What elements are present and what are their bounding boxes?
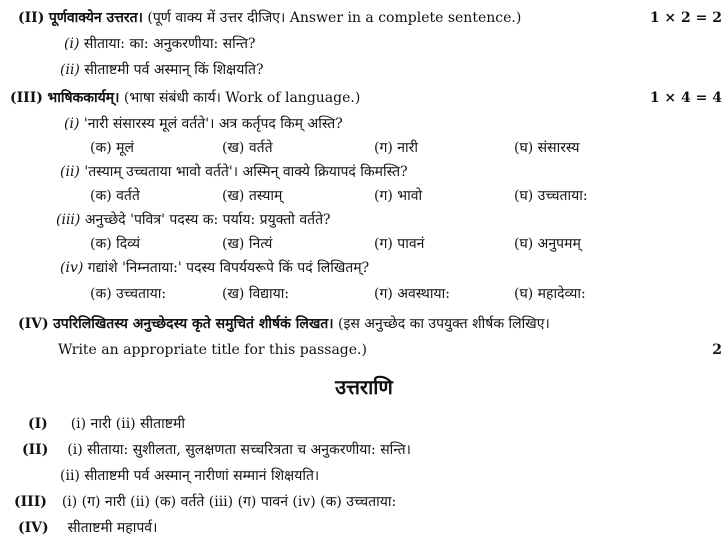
marks: 1 × 2 = 2 — [649, 10, 722, 26]
answer-1 — [28, 414, 185, 434]
answer-number: (III) — [14, 494, 47, 510]
answer-3 — [14, 492, 396, 512]
question-item — [56, 210, 331, 230]
option-a: (क) दिव्यं — [90, 236, 141, 252]
option-d: (घ) उच्चताया: — [514, 188, 588, 204]
question-title: उपरिलिखितस्य अनुच्छेदस्य कृते समुचितं शीर्षकं लिखत। — [53, 316, 334, 332]
question-title: पूर्णवाक्येन उत्तरत। — [48, 10, 143, 26]
option-a: (क) उच्चताया: — [90, 286, 167, 302]
question-item — [60, 258, 369, 278]
question-2-header — [18, 8, 521, 28]
option-d: (घ) संसारस्य — [514, 140, 580, 156]
question-instruction-english: Write an appropriate title for this passage.) — [58, 342, 367, 358]
question-4-header — [18, 314, 550, 334]
answer-number: (I) — [28, 416, 48, 432]
option-b: (ख) नित्यं — [222, 236, 273, 252]
answer-number: (IV) — [18, 520, 49, 536]
option-b: (ख) विद्याया: — [222, 286, 290, 302]
option-b: (ख) वर्तते — [222, 140, 273, 156]
option-b: (ख) तस्याम् — [222, 188, 283, 204]
option-c: (ग) पावनं — [374, 236, 425, 252]
option-d: (घ) महादेव्या: — [514, 286, 586, 302]
option-c: (ग) नारी — [374, 140, 419, 156]
answer-2-line-2: (ii) सीताष्टमी पर्व अस्मान् नारीणां सम्मानं शिक्षयति। — [60, 468, 320, 484]
item-number: (i) — [64, 36, 80, 52]
answer-text: सीताष्टमी महापर्व। — [67, 520, 158, 536]
item-text: सीताष्टमी पर्व अस्मान् किं शिक्षयति? — [84, 62, 264, 78]
option-d: (घ) अनुपमम् — [514, 236, 581, 252]
question-3-header — [10, 88, 360, 108]
question-item — [60, 162, 408, 182]
item-number: (ii) — [60, 164, 80, 180]
answer-2 — [22, 440, 411, 460]
item-number: (ii) — [60, 62, 80, 78]
item-number: (iv) — [60, 260, 84, 276]
question-number: (IV) — [18, 316, 49, 332]
option-c: (ग) अवस्थाया: — [374, 286, 450, 302]
answer-text: (i) नारी (ii) सीताष्टमी — [70, 416, 185, 432]
option-a: (क) मूलं — [90, 140, 134, 156]
answer-text: (i) (ग) नारी (ii) (क) वर्तते (iii) (ग) पावनं (iv) (क) उच्चताया: — [61, 494, 397, 510]
question-number: (III) — [10, 90, 43, 106]
option-c: (ग) भावो — [374, 188, 423, 204]
question-item — [60, 60, 263, 80]
question-instruction: (भाषा संबंधी कार्य। Work of language.) — [119, 90, 361, 106]
answer-text: (i) सीताया: सुशीलता, सुलक्षणता सच्चरित्रता च अनुकरणीया: सन्ति। — [67, 442, 411, 458]
marks: 2 — [712, 342, 722, 358]
item-text: अनुच्छेदे 'पवित्र' पदस्य क: पर्याय: प्रयुक्तो वर्तते? — [84, 212, 331, 228]
item-text: 'नारी संसारस्य मूलं वर्तते'। अत्र कर्तृपद किम् अस्ति? — [83, 116, 343, 132]
item-number: (iii) — [56, 212, 81, 228]
question-item — [64, 34, 256, 54]
item-text: 'तस्याम् उच्चताया भावो वर्तते'। अस्मिन् वाक्ये क्रियापदं किमस्ति? — [84, 164, 408, 180]
option-a: (क) वर्तते — [90, 188, 140, 204]
answer-number: (II) — [22, 442, 49, 458]
marks: 1 × 4 = 4 — [649, 90, 722, 106]
question-number: (II) — [18, 10, 45, 26]
item-number: (i) — [64, 116, 80, 132]
item-text: सीताया: का: अनुकरणीया: सन्ति? — [83, 36, 256, 52]
question-item — [64, 114, 343, 134]
item-text: गद्यांशे 'निम्नताया:' पदस्य विपर्ययरूपे किं पदं लिखितम्? — [87, 260, 370, 276]
question-title: भाषिककार्यम्। — [47, 90, 120, 106]
answers-heading: उत्तराणि — [335, 375, 393, 399]
answer-4 — [18, 518, 157, 538]
question-instruction: (इस अनुच्छेद का उपयुक्त शीर्षक लिखिए। — [333, 316, 550, 332]
question-instruction: (पूर्ण वाक्य में उत्तर दीजिए। Answer in a complete sentence.) — [142, 10, 522, 26]
